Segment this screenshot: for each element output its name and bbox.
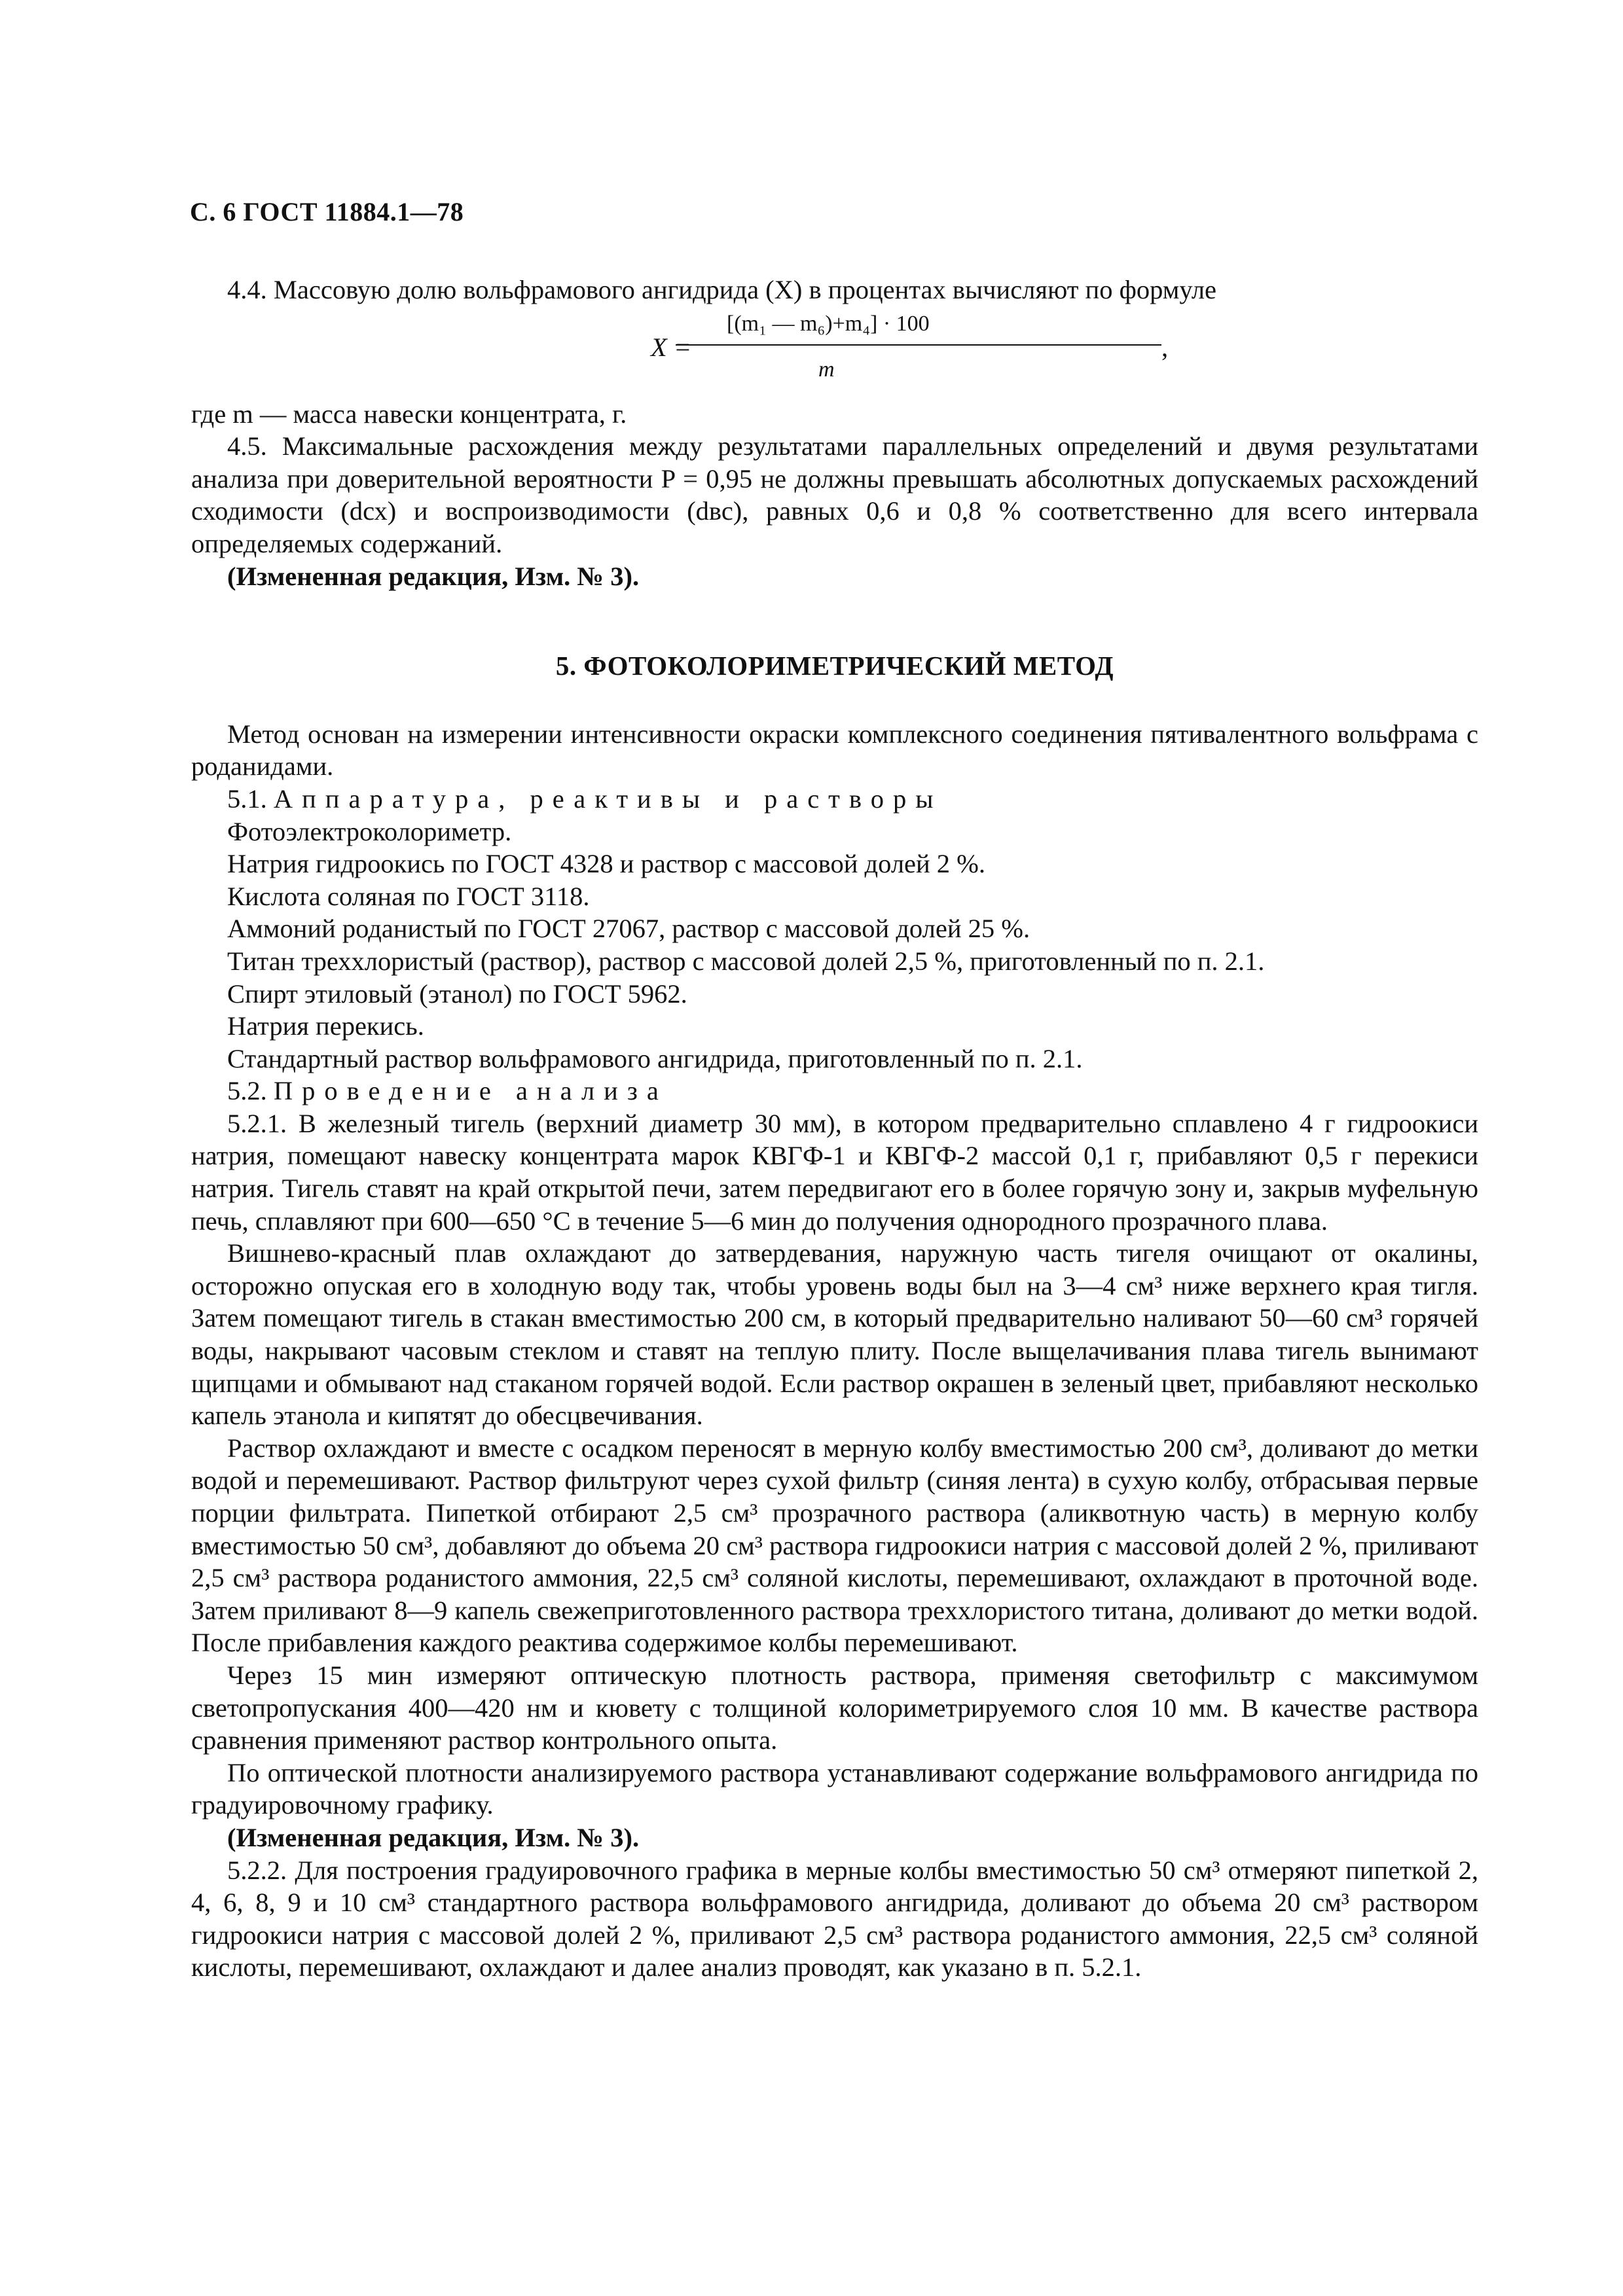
reagent-item: Аммоний роданистый по ГОСТ 27067, раствор с массовой долей 25 %. xyxy=(227,914,1030,944)
paragraph-melt: Вишнево-красный плав охлаждают до затвердевания, наружную часть тигеля очищают от окалины, осторожно опуская его в холодную воду так, чтобы уровень воды был на 3—4 см³ ниже верхнего края тигля. Затем помещают тигель в стакан вместимостью 200 см, в который предварительно наливают 50—60 см³ горячей воды, накрывают часовым стеклом и ставят на теплую плиту. После выщелачивания плава тигель вынимают щипцами и обмывают над стаканом горячей водой. Если раствор окрашен в зеленый цвет, прибавляют несколько капель этанола и кипятят до обесцвечивания. xyxy=(191,1238,1478,1431)
subsection-title: Аппаратура, реактивы и растворы xyxy=(273,783,943,814)
fraction-bar xyxy=(676,344,1161,346)
subsection-5-1-heading xyxy=(191,783,1478,816)
subsection-number: 5.1. xyxy=(227,783,267,814)
method-intro: Метод основан на измерении интенсивности окраски комплексного соединения пятивалентного вольфрама с роданидами. xyxy=(191,719,1478,781)
reagent-item: Спирт этиловый (этанол) по ГОСТ 5962. xyxy=(227,978,687,1009)
formula-x xyxy=(191,309,1478,391)
formula-numerator: [(m₁ — m₆)+m₄] · 100 xyxy=(727,311,930,336)
amendment-note: (Измененная редакция, Изм. № 3). xyxy=(227,1822,640,1852)
reagent-item: Титан треххлористый (раствор), раствор с массовой долей 2,5 %, приготовленный по п. 2.1. xyxy=(227,946,1265,976)
paragraph-measure: Через 15 мин измеряют оптическую плотность раствора, применяя светофильтр с максимумом светопропускания 400—420 нм и кювету с толщиной колориметрируемого слоя 10 мм. В качестве раствора сравнения применяют раствор контрольного опыта. xyxy=(191,1660,1478,1755)
paragraph-4-5: 4.5. Максимальные расхождения между результатами параллельных определений и двумя результатами анализа при доверительной вероятности P = 0,95 не должны превышать абсолютных допускаемых расхождений сходимости (dсх) и воспроизводимости (dвс), равных 0,6 и 0,8 % соответственно для всего интервала определяемых содержаний. xyxy=(191,431,1478,558)
reagent-item: Стандартный раствор вольфрамового ангидрида, приготовленный по п. 2.1. xyxy=(227,1043,1083,1073)
subsection-title: Проведение анализа xyxy=(273,1076,668,1106)
section-title: 5. ФОТОКОЛОРИМЕТРИЧЕСКИЙ МЕТОД xyxy=(555,651,1114,681)
amendment-note: (Измененная редакция, Изм. № 3). xyxy=(227,561,640,591)
formula-comma: , xyxy=(1161,332,1169,362)
paragraph-5-2-2: 5.2.2. Для построения градуировочного графика в мерные колбы вместимостью 50 см³ отмеряют пипеткой 2, 4, 6, 8, 9 и 10 см³ стандартного раствора вольфрамового ангидрида, доливают до объема 20 см³ раствором гидроокиси натрия с массовой долей 2 %, приливают 2,5 см³ раствора роданистого аммония, 22,5 см³ соляной кислоты, перемешивают, охлаждают и далее анализ проводят, как указано в п. 5.2.1. xyxy=(191,1855,1478,1982)
formula-lhs: X = xyxy=(651,332,692,362)
subsection-number: 5.2. xyxy=(227,1076,267,1106)
reagent-item: Натрия перекись. xyxy=(227,1011,424,1041)
page-header: С. 6 ГОСТ 11884.1—78 xyxy=(190,197,464,226)
document-body xyxy=(191,274,1478,1984)
formula-legend: где m — масса навески концентрата, г. xyxy=(191,399,627,429)
reagent-item: Кислота соляная по ГОСТ 3118. xyxy=(227,881,590,911)
subsection-5-2-heading xyxy=(191,1075,1478,1107)
paragraph-solution: Раствор охлаждают и вместе с осадком переносят в мерную колбу вместимостью 200 см³, доливают до метки водой и перемешивают. Раствор фильтруют через сухой фильтр (синяя лента) в сухую колбу, отбрасывая первые порции фильтрата. Пипеткой отбирают 2,5 см³ прозрачного раствора (аликвотную часть) в мерную колбу вместимостью 50 см³, добавляют до объема 20 см³ раствора гидроокиси натрия с массовой долей 2 %, приливают 2,5 см³ раствора роданистого аммония, 22,5 см³ соляной кислоты, перемешивают, охлаждают в проточной воде. Затем приливают 8—9 капель свежеприготовленного раствора треххлористого титана, доливают до метки водой. После прибавления каждого реактива содержимое колбы перемешивают. xyxy=(191,1433,1478,1658)
paragraph-4-4: 4.4. Массовую долю вольфрамового ангидрида (X) в процентах вычисляют по формуле xyxy=(227,275,1217,304)
paragraph-graph: По оптической плотности анализируемого раствора устанавливают содержание вольфрамового ангидрида по градуировочному графику. xyxy=(191,1757,1478,1820)
reagent-list xyxy=(191,816,1478,1075)
reagent-item: Фотоэлектроколориметр. xyxy=(227,816,512,846)
reagent-item: Натрия гидроокись по ГОСТ 4328 и раствор с массовой долей 2 %. xyxy=(227,849,986,879)
formula-denominator: m xyxy=(818,357,835,382)
paragraph-5-2-1: 5.2.1. В железный тигель (верхний диаметр 30 мм), в котором предварительно сплавлено 4 г гидроокиси натрия, помещают навеску концентрата марок КВГФ-1 и КВГФ-2 массой 0,1 г, прибавляют 0,5 г перекиси натрия. Тигель ставят на край открытой печи, затем передвигают его в более горячую зону и, закрыв муфельную печь, сплавляют при 600—650 °С в течение 5—6 мин до получения однородного прозрачного плава. xyxy=(191,1108,1478,1236)
